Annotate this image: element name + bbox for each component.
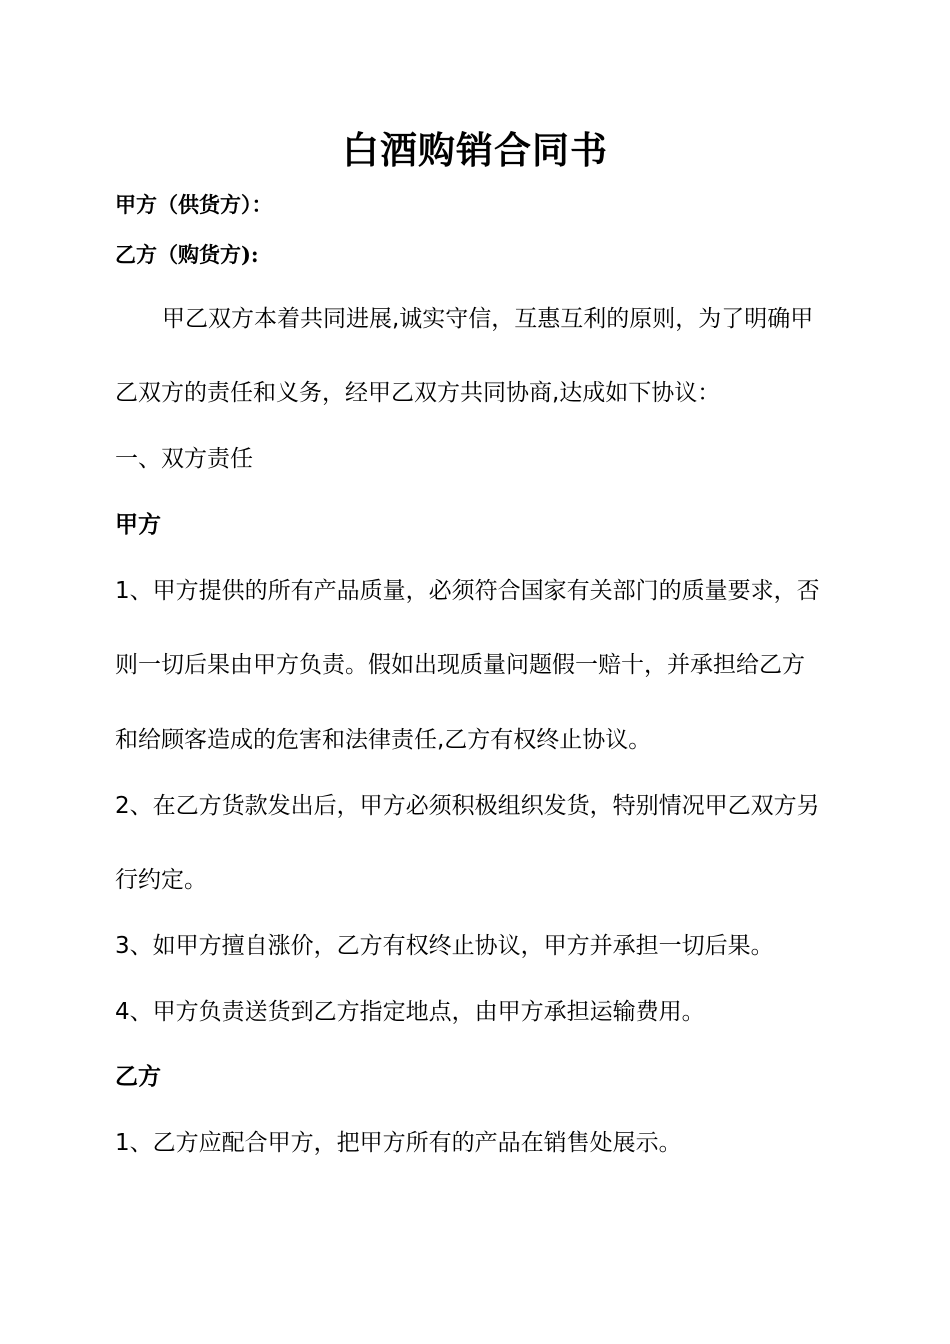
clause-a2-line-2: 行约定。	[115, 867, 207, 893]
party-b-heading: 乙方	[115, 1064, 161, 1090]
party-a-heading: 甲方	[115, 512, 161, 538]
clause-a1-line-2: 则一切后果由甲方负责。假如出现质量问题假一赔十，并承担给乙方	[115, 652, 805, 678]
section-heading-mutual-duties: 一、双方责任	[115, 446, 253, 472]
document-title: 白酒购销合同书	[342, 128, 608, 172]
clause-a2-line-1: 2、在乙方货款发出后，甲方必须积极组织发货，特别情况甲乙双方另	[115, 793, 820, 819]
clause-a1-line-3: 和给顾客造成的危害和法律责任,乙方有权终止协议。	[115, 727, 652, 753]
party-b-label: 乙方（购货方):	[115, 242, 259, 267]
clause-a3: 3、如甲方擅自涨价，乙方有权终止协议，甲方并承担一切后果。	[115, 933, 774, 959]
clause-b1: 1、乙方应配合甲方，把甲方所有的产品在销售处展示。	[115, 1130, 682, 1156]
intro-paragraph-line-2: 乙双方的责任和义务，经甲乙双方共同协商,达成如下协议：	[115, 380, 721, 406]
intro-paragraph-line-1: 甲乙双方本着共同进展,诚实守信，互惠互利的原则，为了明确甲	[162, 306, 814, 332]
clause-a1-line-1: 1、甲方提供的所有产品质量，必须符合国家有关部门的质量要求，否	[115, 578, 820, 604]
party-a-label: 甲方（供货方）：	[115, 192, 273, 217]
clause-a4: 4、甲方负责送货到乙方指定地点，由甲方承担运输费用。	[115, 999, 705, 1025]
